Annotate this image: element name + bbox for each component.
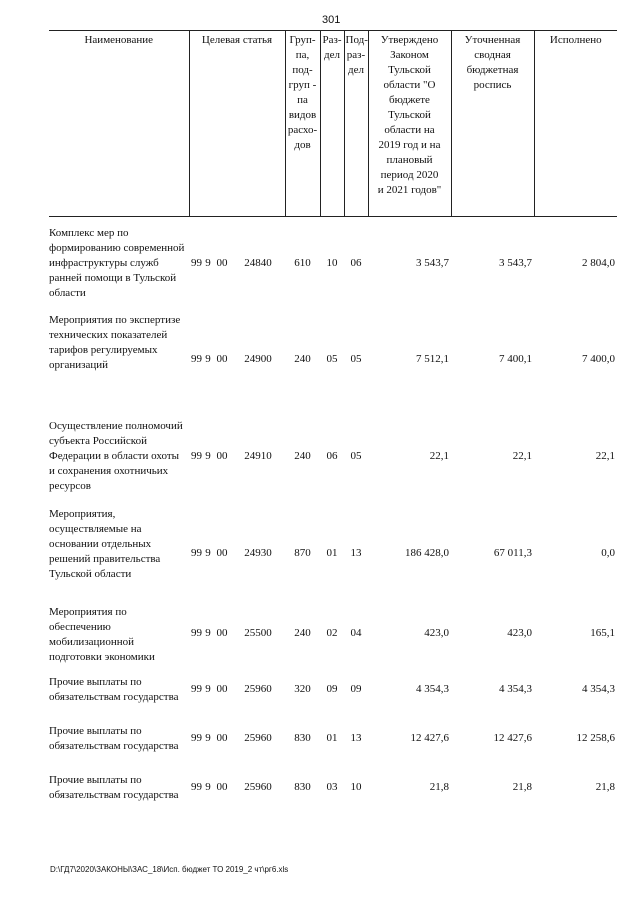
header-group: Груп- па, под- груп - па видов расхо- дов [285, 31, 320, 217]
subsection-code: 13 [350, 547, 362, 559]
section-code: 10 [326, 257, 338, 270]
code-part-2: 9 [205, 683, 211, 695]
executed-value: 21,8 [595, 781, 615, 793]
table-row [49, 603, 617, 665]
section-code: 05 [326, 353, 338, 365]
row-name: Осуществление полномочий субъекта Российской Федерации в области охоты и сохранения охотничьих ресурсов [49, 420, 183, 492]
group-code: 240 [294, 353, 311, 365]
code-part-3: 00 [216, 627, 228, 639]
executed-value: 165,1 [590, 627, 615, 639]
refined-value: 21,8 [512, 781, 532, 793]
code-part-2: 9 [205, 732, 211, 744]
code-part-2: 9 [205, 353, 211, 365]
code-part-1: 99 [191, 683, 202, 695]
section-code: 09 [326, 683, 338, 695]
subsection-code: 13 [350, 732, 362, 744]
executed-value: 12 258,6 [576, 732, 615, 744]
section-code: 01 [326, 732, 338, 744]
group-code: 830 [294, 781, 311, 793]
header-section: Раз- дел [320, 31, 344, 217]
subsection-code: 10 [350, 781, 362, 793]
executed-value: 4 354,3 [582, 683, 615, 695]
header-executed: Исполнено [534, 31, 617, 217]
subsection-code: 06 [350, 257, 362, 270]
table-row [49, 409, 617, 505]
refined-value: 12 427,6 [493, 732, 532, 744]
refined-value: 4 354,3 [499, 683, 532, 695]
approved-value: 3 543,7 [416, 257, 449, 270]
code-part-2: 9 [205, 627, 211, 639]
row-name: Комплекс мер по формированию современной инфраструктуры служб ранней помощи в Тульской области [49, 227, 185, 300]
table-row [49, 665, 617, 715]
group-code: 870 [294, 547, 311, 559]
approved-value: 7 512,1 [416, 353, 449, 365]
refined-value: 7 400,1 [499, 353, 532, 365]
refined-value: 67 011,3 [493, 547, 532, 559]
code-part-3: 00 [216, 450, 228, 462]
subsection-code: 09 [350, 683, 362, 695]
table-row [49, 311, 617, 409]
table-row [49, 715, 617, 763]
code-part-4: 24840 [244, 257, 272, 270]
table-header-row [49, 31, 617, 217]
page-number: 301 [322, 14, 341, 26]
header-name: Наименование [49, 31, 189, 217]
subsection-code: 05 [350, 353, 362, 365]
row-name: Прочие выплаты по обязательствам государства [49, 724, 179, 752]
section-code: 01 [326, 547, 338, 559]
group-code: 320 [294, 683, 311, 695]
code-part-4: 24900 [244, 353, 272, 365]
table-row [49, 763, 617, 813]
header-refined: Уточненная сводная бюджетная роспись [451, 31, 534, 217]
code-part-1: 99 [191, 732, 202, 744]
code-part-3: 00 [216, 732, 228, 744]
header-approved: Утверждено Законом Тульской области "О бюджете Тульской области на 2019 год и на плановый период 2020 и 2021 годов" [368, 31, 451, 217]
section-code: 02 [326, 627, 338, 639]
code-part-1: 99 [191, 627, 202, 639]
refined-value: 22,1 [512, 450, 532, 462]
code-part-2: 9 [205, 781, 211, 793]
code-part-4: 25500 [244, 627, 272, 639]
header-target-article: Целевая статья [189, 31, 285, 217]
code-part-2: 9 [205, 450, 211, 462]
group-code: 610 [294, 257, 311, 270]
code-part-4: 25960 [244, 781, 272, 793]
code-part-4: 24910 [244, 450, 272, 462]
file-path-footer: D:\ГД7\2020\ЗАКОНЫ\ЗАС_18\Исп. бюджет ТО 2019_2 чт\рг6.xls [50, 865, 289, 874]
code-part-1: 99 [191, 781, 202, 793]
refined-value: 423,0 [507, 627, 532, 639]
code-part-3: 00 [216, 257, 228, 270]
code-part-2: 9 [205, 257, 211, 270]
subsection-code: 05 [350, 450, 362, 462]
row-name: Мероприятия по обеспечению мобилизационной подготовки экономики [49, 605, 155, 663]
approved-value: 4 354,3 [416, 683, 449, 695]
code-part-3: 00 [216, 547, 228, 559]
code-part-4: 25960 [244, 732, 272, 744]
group-code: 830 [294, 732, 311, 744]
code-part-3: 00 [216, 683, 228, 695]
table-row [49, 505, 617, 603]
code-part-4: 25960 [244, 683, 272, 695]
executed-value: 0,0 [601, 547, 615, 559]
code-part-1: 99 [191, 547, 202, 559]
approved-value: 12 427,6 [410, 732, 449, 744]
executed-value: 22,1 [595, 450, 615, 462]
table-body [49, 217, 617, 813]
group-code: 240 [294, 450, 311, 462]
approved-value: 21,8 [429, 781, 449, 793]
code-part-3: 00 [216, 781, 228, 793]
budget-table [49, 30, 617, 813]
approved-value: 22,1 [429, 450, 449, 462]
executed-value: 7 400,0 [582, 353, 615, 365]
table-row [49, 217, 617, 311]
code-part-4: 24930 [244, 547, 272, 559]
group-code: 240 [294, 627, 311, 639]
header-subsection: Под- раз- дел [344, 31, 368, 217]
code-part-1: 99 [191, 450, 202, 462]
row-name: Прочие выплаты по обязательствам государства [49, 773, 179, 801]
subsection-code: 04 [350, 627, 362, 639]
row-name: Прочие выплаты по обязательствам государства [49, 675, 179, 703]
section-code: 03 [326, 781, 338, 793]
code-part-3: 00 [216, 353, 228, 365]
executed-value: 2 804,0 [582, 257, 615, 270]
approved-value: 186 428,0 [405, 547, 449, 559]
approved-value: 423,0 [424, 627, 449, 639]
refined-value: 3 543,7 [499, 257, 532, 270]
row-name: Мероприятия, осуществляемые на основании отдельных решений правительства Тульской области [49, 507, 161, 580]
section-code: 06 [326, 450, 338, 462]
row-name: Мероприятия по экспертизе технических показателей тарифов регулируемых организаций [49, 313, 181, 371]
code-part-1: 99 [191, 257, 202, 270]
code-part-1: 99 [191, 353, 202, 365]
code-part-2: 9 [205, 547, 211, 559]
